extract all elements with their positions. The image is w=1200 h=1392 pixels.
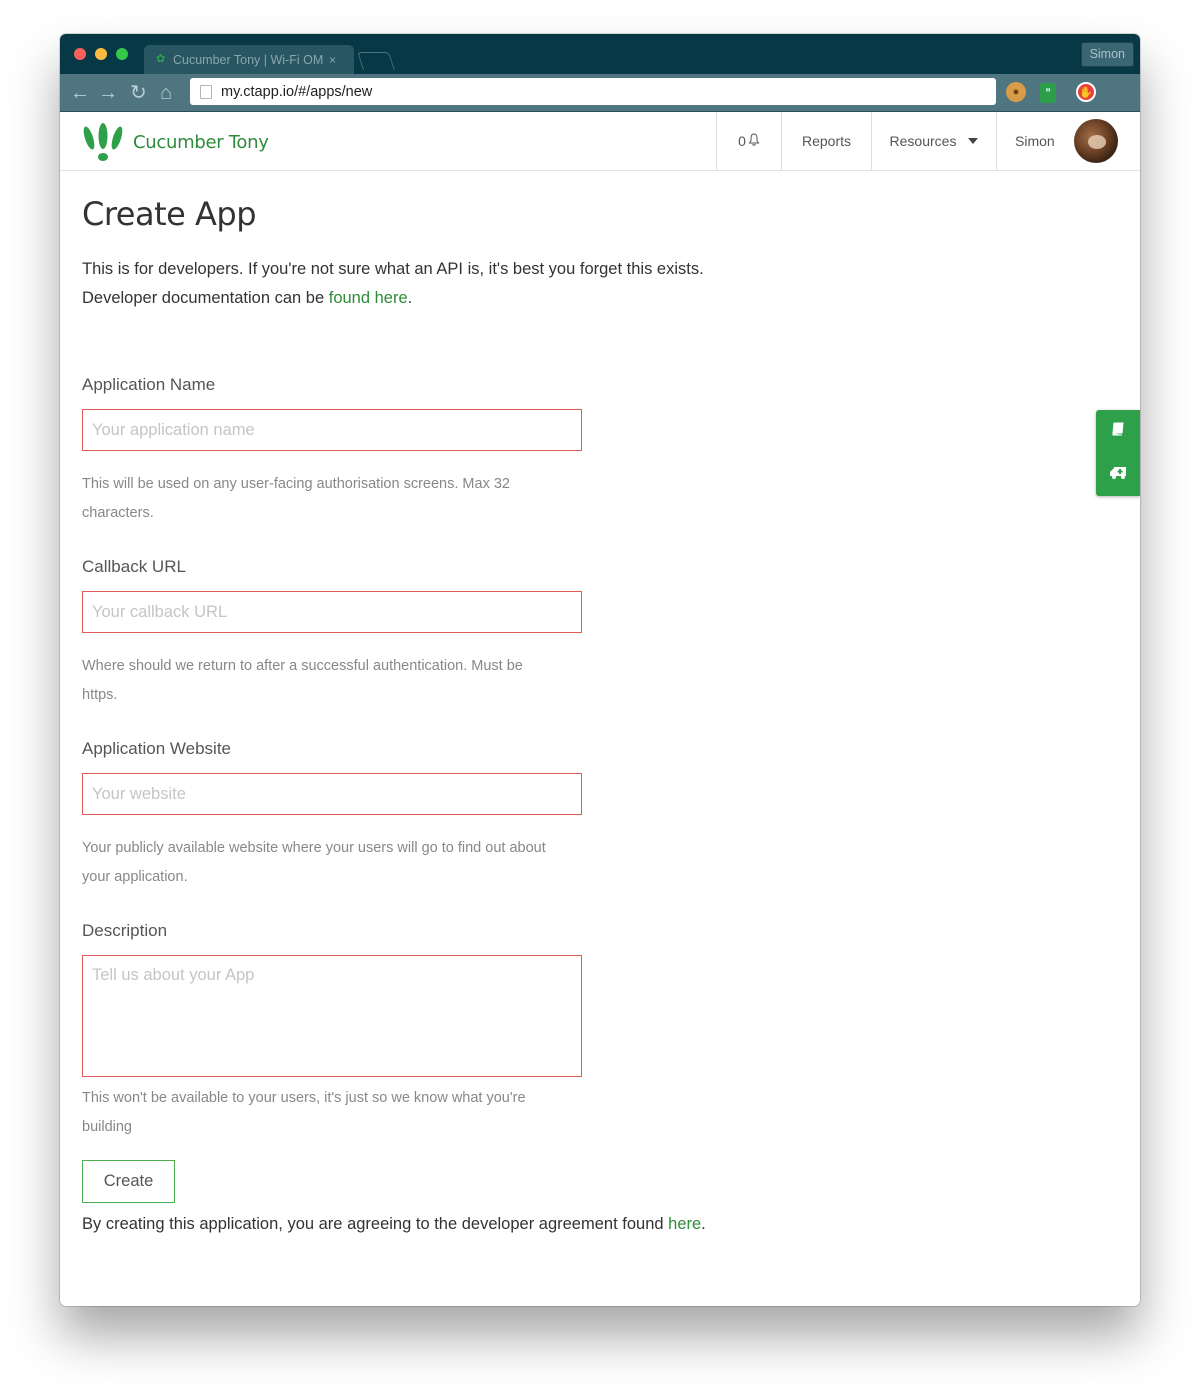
tab-bar [60,34,1140,74]
app-website-label: Application Website [82,739,231,758]
ambulance-icon[interactable] [1108,464,1128,484]
docs-link[interactable]: found here [328,289,408,307]
minimize-window-button[interactable] [95,48,107,60]
nav-user-name: Simon [1015,133,1055,149]
app-name-label: Application Name [82,375,216,394]
new-tab-button[interactable] [357,52,395,70]
menu-icon[interactable] [1112,84,1128,100]
app-navbar [60,112,1140,171]
notifications-button[interactable] [716,112,781,170]
chevron-down-icon [968,138,978,144]
forward-icon[interactable]: → [98,82,118,104]
description-help: This won't be available to your users, it's just so we know what you're building [82,1090,526,1135]
app-name-input[interactable] [82,409,582,451]
page-title: Create App [82,195,257,233]
brand-name[interactable]: Cucumber Tony [133,132,269,153]
tab-close-icon[interactable]: × [329,52,337,67]
intro-line-2-prefix: Developer documentation can be [82,289,329,307]
cucumber-favicon-icon: ✿ [156,53,166,65]
browser-window [60,34,1140,1306]
callback-url-help: Where should we return to after a successful authentication. Must be https. [82,658,523,703]
callback-url-input[interactable] [82,591,582,633]
app-website-help: Your publicly available website where your users will go to find out about your application. [82,840,546,885]
create-button[interactable]: Create [82,1160,175,1203]
quote-icon[interactable]: ” [1040,83,1056,103]
close-window-button[interactable] [74,48,86,60]
nav-user-menu[interactable] [996,112,1140,170]
callback-url-label: Callback URL [82,557,186,576]
home-icon[interactable]: ⌂ [160,82,173,104]
nav-reports[interactable]: Reports [781,112,871,170]
page-icon [200,85,212,99]
avatar[interactable] [1074,119,1118,163]
book-icon[interactable] [1108,421,1128,441]
tab-title: Cucumber Tony | Wi-Fi OM [173,52,324,67]
intro-line-1: This is for developers. If you're not sure what an API is, it's best you forget this exists. [82,260,704,278]
tab-cucumber-tony[interactable] [144,45,354,74]
agreement-suffix: . [701,1215,706,1233]
notifications-count: 0 [738,133,746,149]
back-icon[interactable]: ← [70,82,90,104]
description-textarea[interactable] [82,955,582,1077]
intro-line-2-suffix: . [407,289,413,307]
intro-text [82,255,782,313]
side-widget [1096,410,1140,496]
browser-toolbar [60,74,1140,112]
app-name-help: This will be used on any user-facing authorisation screens. Max 32 characters. [82,476,510,521]
agreement-link[interactable]: here [668,1215,702,1233]
address-bar[interactable] [190,78,996,105]
description-label: Description [82,921,168,940]
maximize-window-button[interactable] [116,48,128,60]
url-text: my.ctapp.io/#/apps/new [221,83,373,100]
nav-resources-label: Resources [889,133,957,149]
agreement-text [82,1215,706,1234]
stop-hand-icon[interactable]: ✋ [1076,82,1096,102]
cucumber-logo-icon[interactable] [82,122,124,162]
reload-icon[interactable]: ↻ [130,82,147,104]
nav-resources-dropdown[interactable] [871,112,996,170]
agreement-prefix: By creating this application, you are agreeing to the developer agreement found [82,1215,669,1233]
app-website-input[interactable] [82,773,582,815]
bell-icon [748,133,760,149]
cookie-icon[interactable]: ● [1006,82,1026,102]
intro-line-2 [82,284,782,313]
profile-button[interactable]: Simon [1081,42,1134,67]
